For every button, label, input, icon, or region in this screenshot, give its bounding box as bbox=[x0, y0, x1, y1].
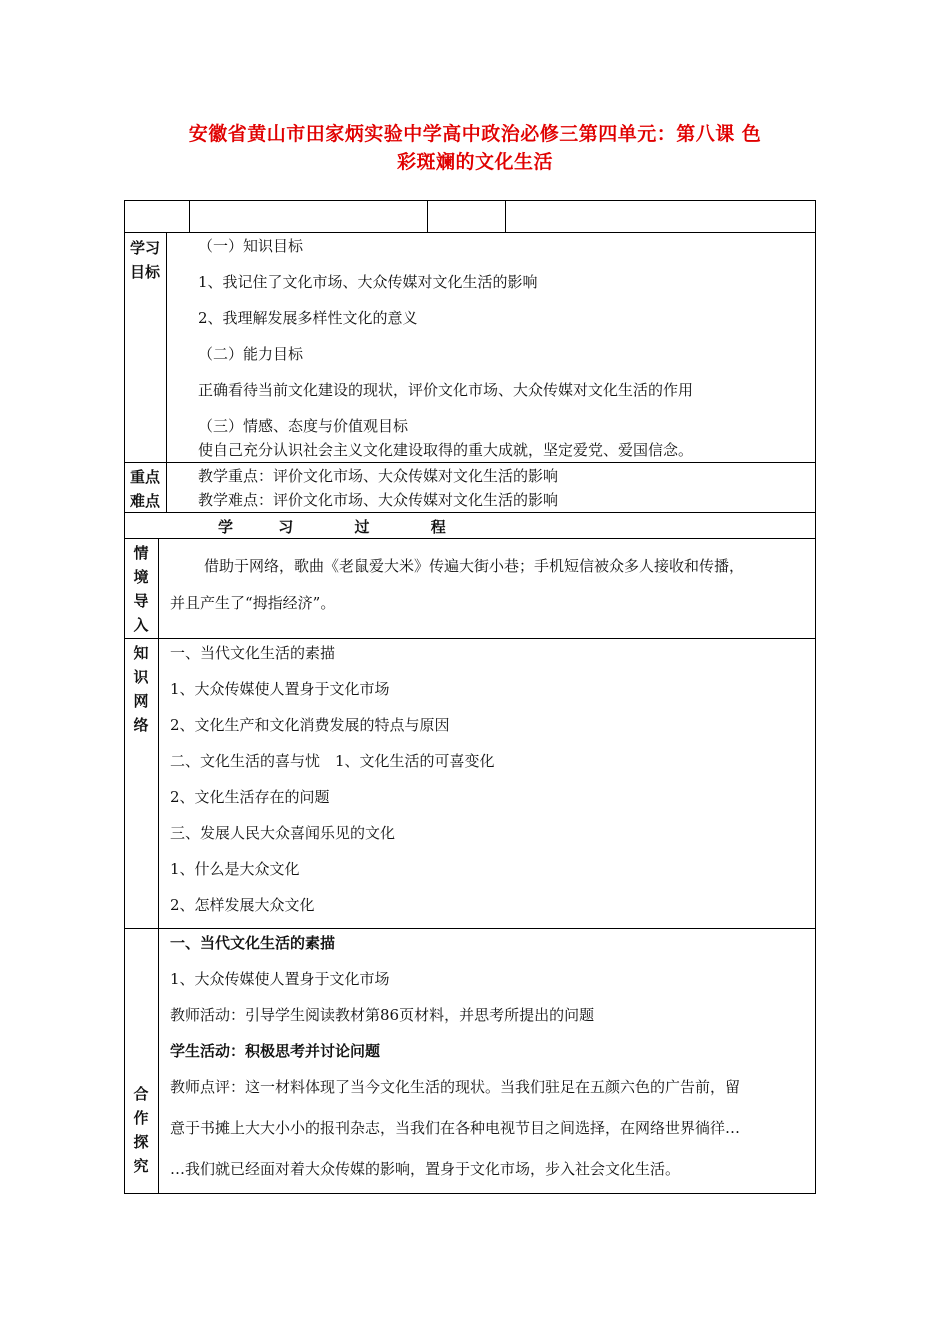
objectives-label: 学习 目标 bbox=[129, 239, 160, 281]
objective-line: （二）能力目标 bbox=[198, 345, 304, 363]
col-divider bbox=[505, 200, 506, 233]
title-line-1: 安徽省黄山市田家炳实验中学高中政治必修三第四单元：第八课 色 bbox=[188, 123, 762, 145]
objective-line: （一）知识目标 bbox=[198, 237, 304, 255]
network-line: 一、当代文化生活的素描 bbox=[170, 644, 336, 662]
explore-label: 合 作 探 究 bbox=[133, 1085, 149, 1175]
network-label: 知 识 网 络 bbox=[133, 644, 149, 734]
col-divider bbox=[158, 538, 159, 1194]
document-title bbox=[0, 120, 950, 176]
keypoint-line: 教学重点：评价文化市场、大众传媒对文化生活的影响 bbox=[198, 467, 559, 485]
objective-line: 1、我记住了文化市场、大众传媒对文化生活的影响 bbox=[198, 273, 538, 291]
col-divider bbox=[166, 232, 167, 513]
process-header: 学 习 过 程 bbox=[218, 518, 446, 536]
explore-heading: 一、当代文化生活的素描 bbox=[170, 934, 336, 952]
teacher-comment: 教师点评：这一材料体现了当今文化生活的现状。当我们驻足在五颜六色的广告前，留 bbox=[170, 1078, 741, 1096]
intro-label: 情 境 导 入 bbox=[133, 544, 149, 634]
keypoints-label: 重点 难点 bbox=[129, 468, 160, 510]
network-line: 2、怎样发展大众文化 bbox=[170, 896, 315, 914]
row-divider bbox=[124, 232, 816, 233]
teacher-comment: 意于书摊上大大小小的报刊杂志，当我们在各种电视节目之间选择，在网络世界徜徉… bbox=[170, 1119, 741, 1137]
network-line: 2、文化生活存在的问题 bbox=[170, 788, 330, 806]
keypoint-line: 教学难点：评价文化市场、大众传媒对文化生活的影响 bbox=[198, 491, 559, 509]
objective-line: 正确看待当前文化建设的现状，评价文化市场、大众传媒对文化生活的作用 bbox=[198, 381, 694, 399]
col-divider bbox=[427, 200, 428, 233]
objective-line: 2、我理解发展多样性文化的意义 bbox=[198, 309, 418, 327]
row-divider bbox=[124, 538, 816, 539]
row-divider bbox=[124, 638, 816, 639]
objective-line: 使自己充分认识社会主义文化建设取得的重大成就，坚定爱党、爱国信念。 bbox=[198, 441, 694, 459]
network-line: 2、文化生产和文化消费发展的特点与原因 bbox=[170, 716, 450, 734]
row-divider bbox=[124, 462, 816, 463]
col-divider bbox=[189, 200, 190, 233]
network-line: 1、什么是大众文化 bbox=[170, 860, 300, 878]
intro-text: 并且产生了“拇指经济”。 bbox=[170, 594, 336, 612]
explore-subheading: 1、大众传媒使人置身于文化市场 bbox=[170, 970, 390, 988]
row-divider bbox=[124, 512, 816, 513]
intro-text: 借助于网络，歌曲《老鼠爱大米》传遍大街小巷；手机短信被众多人接收和传播， bbox=[204, 557, 745, 575]
network-line: 二、文化生活的喜与忧 1、文化生活的可喜变化 bbox=[170, 752, 495, 770]
network-line: 1、大众传媒使人置身于文化市场 bbox=[170, 680, 390, 698]
objective-line: （三）情感、态度与价值观目标 bbox=[198, 417, 409, 435]
student-activity: 学生活动：积极思考并讨论问题 bbox=[170, 1042, 381, 1060]
row-divider bbox=[124, 928, 816, 929]
network-line: 三、发展人民大众喜闻乐见的文化 bbox=[170, 824, 396, 842]
teacher-comment: …我们就已经面对着大众传媒的影响，置身于文化市场，步入社会文化生活。 bbox=[170, 1160, 681, 1178]
teacher-activity: 教师活动：引导学生阅读教材第86页材料，并思考所提出的问题 bbox=[170, 1006, 595, 1024]
title-line-2: 彩斑斓的文化生活 bbox=[396, 151, 553, 173]
